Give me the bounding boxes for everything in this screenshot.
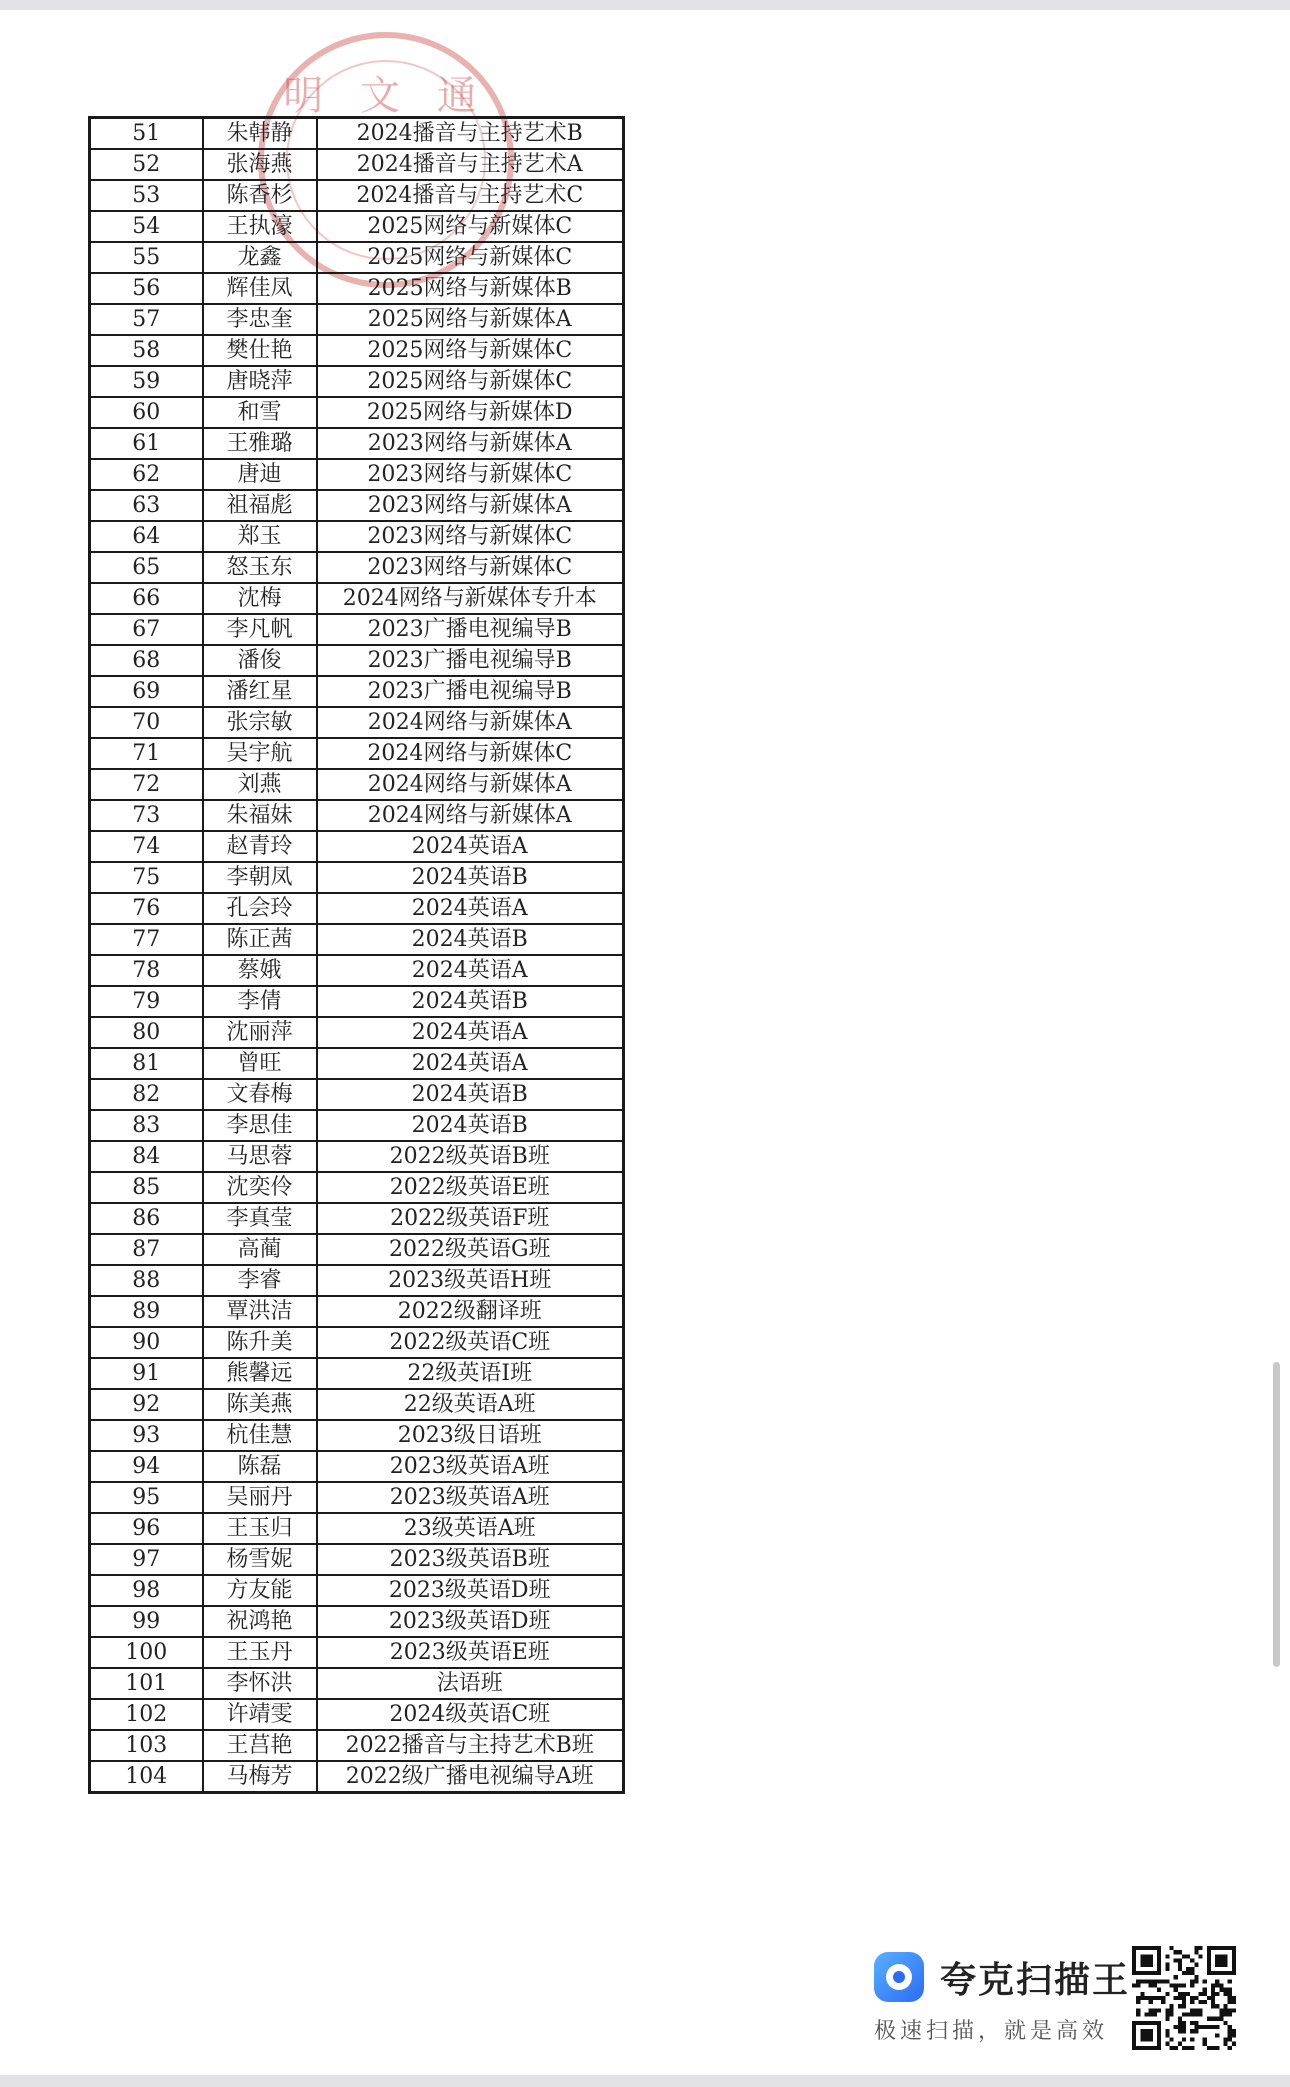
row-number-cell: 57: [90, 304, 203, 335]
row-number-cell: 67: [90, 614, 203, 645]
row-number-cell: 59: [90, 366, 203, 397]
table-row: [90, 180, 624, 211]
table-row: [90, 304, 624, 335]
table-row: [90, 1141, 624, 1172]
student-name-cell: 王莒艳: [203, 1730, 317, 1761]
row-number-cell: 58: [90, 335, 203, 366]
row-number-cell: 77: [90, 924, 203, 955]
table-row: [90, 552, 624, 583]
class-name-cell: 2022播音与主持艺术B班: [317, 1730, 624, 1761]
row-number-cell: 63: [90, 490, 203, 521]
row-number-cell: 85: [90, 1172, 203, 1203]
row-number-cell: 80: [90, 1017, 203, 1048]
student-name-cell: 马思蓉: [203, 1141, 317, 1172]
table-row: [90, 769, 624, 800]
student-roster-table: [88, 116, 625, 1794]
row-number-cell: 91: [90, 1358, 203, 1389]
student-name-cell: 和雪: [203, 397, 317, 428]
class-name-cell: 2022级英语E班: [317, 1172, 624, 1203]
student-name-cell: 潘俊: [203, 645, 317, 676]
student-name-cell: 李朝凤: [203, 862, 317, 893]
student-name-cell: 陈升美: [203, 1327, 317, 1358]
table-row: [90, 1513, 624, 1544]
student-name-cell: 潘红星: [203, 676, 317, 707]
class-name-cell: 2023网络与新媒体C: [317, 552, 624, 583]
table-row: [90, 273, 624, 304]
table-row: [90, 583, 624, 614]
row-number-cell: 104: [90, 1761, 203, 1793]
table-row: [90, 149, 624, 180]
class-name-cell: 2023广播电视编导B: [317, 676, 624, 707]
row-number-cell: 96: [90, 1513, 203, 1544]
class-name-cell: 2023级日语班: [317, 1420, 624, 1451]
student-name-cell: 蔡娥: [203, 955, 317, 986]
table-row: [90, 800, 624, 831]
student-name-cell: 陈磊: [203, 1451, 317, 1482]
student-name-cell: 马梅芳: [203, 1761, 317, 1793]
table-row: [90, 1110, 624, 1141]
row-number-cell: 64: [90, 521, 203, 552]
row-number-cell: 56: [90, 273, 203, 304]
row-number-cell: 69: [90, 676, 203, 707]
table-row: [90, 1203, 624, 1234]
table-row: [90, 614, 624, 645]
student-name-cell: 王玉丹: [203, 1637, 317, 1668]
brand-name: 夸克扫描王: [940, 1960, 1131, 2001]
table-row: [90, 366, 624, 397]
class-name-cell: 2023级英语E班: [317, 1637, 624, 1668]
roster-body: [90, 118, 624, 1793]
class-name-cell: 2024英语A: [317, 1048, 624, 1079]
student-name-cell: 朱韩静: [203, 118, 317, 150]
table-row: [90, 645, 624, 676]
student-name-cell: 李睿: [203, 1265, 317, 1296]
table-row: [90, 428, 624, 459]
table-row: [90, 1761, 624, 1793]
table-row: [90, 1451, 624, 1482]
class-name-cell: 2022级翻译班: [317, 1296, 624, 1327]
table-row: [90, 211, 624, 242]
student-name-cell: 王执濠: [203, 211, 317, 242]
table-row: [90, 955, 624, 986]
student-name-cell: 杨雪妮: [203, 1544, 317, 1575]
row-number-cell: 71: [90, 738, 203, 769]
class-name-cell: 2024英语A: [317, 893, 624, 924]
row-number-cell: 81: [90, 1048, 203, 1079]
row-number-cell: 78: [90, 955, 203, 986]
class-name-cell: 22级英语I班: [317, 1358, 624, 1389]
row-number-cell: 52: [90, 149, 203, 180]
class-name-cell: 2022级英语B班: [317, 1141, 624, 1172]
student-name-cell: 方友能: [203, 1575, 317, 1606]
table-row: [90, 1358, 624, 1389]
class-name-cell: 2025网络与新媒体C: [317, 211, 624, 242]
row-number-cell: 88: [90, 1265, 203, 1296]
class-name-cell: 2023级英语H班: [317, 1265, 624, 1296]
class-name-cell: 2023网络与新媒体A: [317, 428, 624, 459]
student-name-cell: 沈丽萍: [203, 1017, 317, 1048]
student-name-cell: 辉佳凤: [203, 273, 317, 304]
student-name-cell: 文春梅: [203, 1079, 317, 1110]
student-name-cell: 樊仕艳: [203, 335, 317, 366]
table-row: [90, 397, 624, 428]
table-row: [90, 1296, 624, 1327]
class-name-cell: 2023广播电视编导B: [317, 645, 624, 676]
quark-logo-icon: [874, 1952, 924, 2002]
class-name-cell: 23级英语A班: [317, 1513, 624, 1544]
class-name-cell: 2024播音与主持艺术A: [317, 149, 624, 180]
row-number-cell: 54: [90, 211, 203, 242]
student-name-cell: 刘燕: [203, 769, 317, 800]
student-name-cell: 吴丽丹: [203, 1482, 317, 1513]
class-name-cell: 2024网络与新媒体C: [317, 738, 624, 769]
table-row: [90, 707, 624, 738]
class-name-cell: 2023级英语A班: [317, 1482, 624, 1513]
vertical-scrollbar[interactable]: [1273, 1362, 1280, 1667]
table-row: [90, 1048, 624, 1079]
student-name-cell: 王雅璐: [203, 428, 317, 459]
table-row: [90, 738, 624, 769]
class-name-cell: 2024英语A: [317, 1017, 624, 1048]
table-row: [90, 986, 624, 1017]
class-name-cell: 2022级广播电视编导A班: [317, 1761, 624, 1793]
row-number-cell: 72: [90, 769, 203, 800]
student-name-cell: 曾旺: [203, 1048, 317, 1079]
row-number-cell: 65: [90, 552, 203, 583]
table-row: [90, 521, 624, 552]
row-number-cell: 86: [90, 1203, 203, 1234]
row-number-cell: 79: [90, 986, 203, 1017]
row-number-cell: 83: [90, 1110, 203, 1141]
row-number-cell: 87: [90, 1234, 203, 1265]
table-row: [90, 1327, 624, 1358]
class-name-cell: 2025网络与新媒体C: [317, 242, 624, 273]
row-number-cell: 97: [90, 1544, 203, 1575]
class-name-cell: 2023级英语D班: [317, 1606, 624, 1637]
row-number-cell: 84: [90, 1141, 203, 1172]
row-number-cell: 95: [90, 1482, 203, 1513]
row-number-cell: 73: [90, 800, 203, 831]
table-row: [90, 1575, 624, 1606]
student-name-cell: 祖福彪: [203, 490, 317, 521]
student-name-cell: 陈正茜: [203, 924, 317, 955]
table-row: [90, 242, 624, 273]
row-number-cell: 101: [90, 1668, 203, 1699]
row-number-cell: 66: [90, 583, 203, 614]
student-name-cell: 沈奕伶: [203, 1172, 317, 1203]
row-number-cell: 103: [90, 1730, 203, 1761]
student-name-cell: 高蔺: [203, 1234, 317, 1265]
brand-slogan: 极速扫描，就是高效: [874, 2019, 1109, 2044]
table-row: [90, 1265, 624, 1296]
table-row: [90, 335, 624, 366]
class-name-cell: 2023网络与新媒体C: [317, 521, 624, 552]
class-name-cell: 2024级英语C班: [317, 1699, 624, 1730]
row-number-cell: 102: [90, 1699, 203, 1730]
class-name-cell: 2022级英语G班: [317, 1234, 624, 1265]
student-name-cell: 王玉归: [203, 1513, 317, 1544]
table-row: [90, 676, 624, 707]
student-name-cell: 李怀洪: [203, 1668, 317, 1699]
class-name-cell: 2024网络与新媒体A: [317, 769, 624, 800]
student-name-cell: 唐晓萍: [203, 366, 317, 397]
class-name-cell: 2024播音与主持艺术B: [317, 118, 624, 150]
table-row: [90, 490, 624, 521]
student-name-cell: 李真莹: [203, 1203, 317, 1234]
class-name-cell: 2024英语B: [317, 924, 624, 955]
student-name-cell: 张宗敏: [203, 707, 317, 738]
row-number-cell: 99: [90, 1606, 203, 1637]
class-name-cell: 2024网络与新媒体A: [317, 800, 624, 831]
table-row: [90, 1389, 624, 1420]
class-name-cell: 2025网络与新媒体D: [317, 397, 624, 428]
class-name-cell: 2022级英语F班: [317, 1203, 624, 1234]
stamp-text: 明 文 通: [283, 73, 489, 119]
class-name-cell: 2024英语B: [317, 1079, 624, 1110]
qr-code-icon: [1132, 1946, 1236, 2050]
table-row: [90, 1482, 624, 1513]
table-row: [90, 1172, 624, 1203]
row-number-cell: 90: [90, 1327, 203, 1358]
student-name-cell: 龙鑫: [203, 242, 317, 273]
row-number-cell: 53: [90, 180, 203, 211]
table-row: [90, 1544, 624, 1575]
table-row: [90, 1079, 624, 1110]
student-name-cell: 朱福妹: [203, 800, 317, 831]
student-name-cell: 唐迪: [203, 459, 317, 490]
row-number-cell: 68: [90, 645, 203, 676]
student-name-cell: 李思佳: [203, 1110, 317, 1141]
class-name-cell: 2023网络与新媒体C: [317, 459, 624, 490]
row-number-cell: 100: [90, 1637, 203, 1668]
table-row: [90, 862, 624, 893]
class-name-cell: 2024播音与主持艺术C: [317, 180, 624, 211]
class-name-cell: 2024英语B: [317, 986, 624, 1017]
class-name-cell: 22级英语A班: [317, 1389, 624, 1420]
student-name-cell: 孔会玲: [203, 893, 317, 924]
class-name-cell: 2025网络与新媒体C: [317, 335, 624, 366]
row-number-cell: 70: [90, 707, 203, 738]
row-number-cell: 60: [90, 397, 203, 428]
class-name-cell: 2023级英语B班: [317, 1544, 624, 1575]
class-name-cell: 法语班: [317, 1668, 624, 1699]
student-name-cell: 许靖雯: [203, 1699, 317, 1730]
table-row: [90, 1637, 624, 1668]
row-number-cell: 75: [90, 862, 203, 893]
row-number-cell: 93: [90, 1420, 203, 1451]
class-name-cell: 2024英语A: [317, 955, 624, 986]
table-row: [90, 1699, 624, 1730]
row-number-cell: 98: [90, 1575, 203, 1606]
class-name-cell: 2023级英语D班: [317, 1575, 624, 1606]
row-number-cell: 94: [90, 1451, 203, 1482]
table-row: [90, 1234, 624, 1265]
class-name-cell: 2024网络与新媒体专升本: [317, 583, 624, 614]
row-number-cell: 89: [90, 1296, 203, 1327]
student-name-cell: 熊馨远: [203, 1358, 317, 1389]
table-row: [90, 459, 624, 490]
table-row: [90, 1730, 624, 1761]
student-name-cell: 李凡帆: [203, 614, 317, 645]
table-row: [90, 1420, 624, 1451]
student-name-cell: 沈梅: [203, 583, 317, 614]
row-number-cell: 61: [90, 428, 203, 459]
class-name-cell: 2023网络与新媒体A: [317, 490, 624, 521]
class-name-cell: 2025网络与新媒体A: [317, 304, 624, 335]
row-number-cell: 92: [90, 1389, 203, 1420]
class-name-cell: 2025网络与新媒体C: [317, 366, 624, 397]
student-name-cell: 怒玉东: [203, 552, 317, 583]
row-number-cell: 55: [90, 242, 203, 273]
student-name-cell: 陈美燕: [203, 1389, 317, 1420]
row-number-cell: 82: [90, 1079, 203, 1110]
table-row: [90, 831, 624, 862]
class-name-cell: 2024英语B: [317, 1110, 624, 1141]
student-name-cell: 郑玉: [203, 521, 317, 552]
class-name-cell: 2024英语B: [317, 862, 624, 893]
row-number-cell: 74: [90, 831, 203, 862]
class-name-cell: 2024网络与新媒体A: [317, 707, 624, 738]
student-name-cell: 李忠奎: [203, 304, 317, 335]
table-row: [90, 1668, 624, 1699]
student-name-cell: 覃洪洁: [203, 1296, 317, 1327]
table-row: [90, 1606, 624, 1637]
class-name-cell: 2025网络与新媒体B: [317, 273, 624, 304]
row-number-cell: 76: [90, 893, 203, 924]
top-edge-bar: [0, 0, 1290, 10]
student-name-cell: 张海燕: [203, 149, 317, 180]
student-name-cell: 吴宇航: [203, 738, 317, 769]
class-name-cell: 2023级英语A班: [317, 1451, 624, 1482]
class-name-cell: 2024英语A: [317, 831, 624, 862]
table-row: [90, 118, 624, 150]
bottom-edge-bar: [0, 2075, 1290, 2087]
student-name-cell: 祝鸿艳: [203, 1606, 317, 1637]
table-row: [90, 924, 624, 955]
class-name-cell: 2023广播电视编导B: [317, 614, 624, 645]
student-name-cell: 李倩: [203, 986, 317, 1017]
row-number-cell: 51: [90, 118, 203, 150]
student-name-cell: 杭佳慧: [203, 1420, 317, 1451]
student-name-cell: 陈香杉: [203, 180, 317, 211]
table-row: [90, 1017, 624, 1048]
student-name-cell: 赵青玲: [203, 831, 317, 862]
row-number-cell: 62: [90, 459, 203, 490]
table-row: [90, 893, 624, 924]
class-name-cell: 2022级英语C班: [317, 1327, 624, 1358]
